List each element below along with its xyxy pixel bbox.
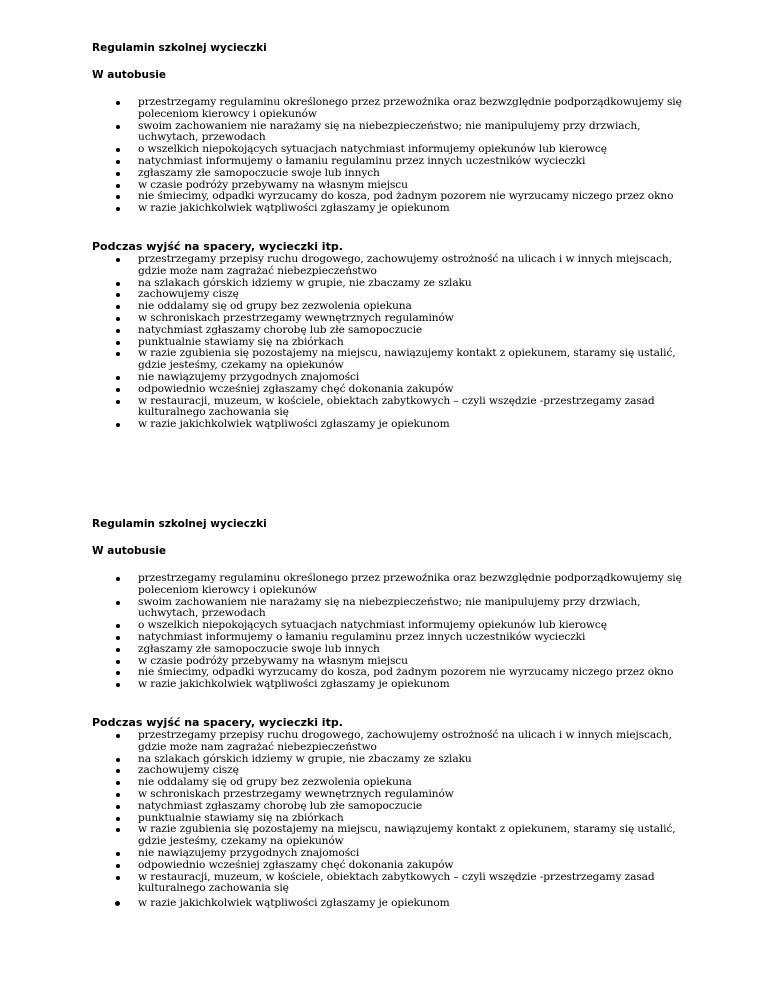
list-item: swoim zachowaniem nie narażamy się na niebezpieczeństwo; nie manipulujemy przy drzwiach, uchwytach, przewodach <box>92 121 688 145</box>
list-item: zgłaszamy złe samopoczucie swoje lub innych <box>92 644 688 656</box>
section-2-walk-list-block <box>92 730 692 910</box>
list-item: natychmiast informujemy o łamaniu regulaminu przez innych uczestników wycieczki <box>92 632 688 644</box>
list-item: na szlakach górskich idziemy w grupie, nie zbaczamy ze szlaku <box>92 754 688 766</box>
walk-heading: Podczas wyjść na spacery, wycieczki itp. <box>92 240 343 253</box>
bus-heading: W autobusie <box>92 69 166 81</box>
bullet-icon <box>116 388 120 392</box>
list-item: nie nawiązujemy przygodnych znajomości <box>92 848 688 860</box>
bus-rules-list <box>92 573 692 691</box>
list-item: punktualnie stawiamy się na zbiórkach <box>92 813 688 825</box>
bullet-icon <box>116 317 120 321</box>
bullet-icon <box>116 769 120 773</box>
list-item: przestrzegamy regulaminu określonego przez przewoźnika oraz bezwzględnie podporządkowujemy się poleceniom kierowcy i opiekunów <box>92 97 688 121</box>
list-item: zachowujemy ciszę <box>92 765 688 777</box>
bullet-icon <box>116 282 120 286</box>
bullet-icon <box>116 817 120 821</box>
bullet-icon <box>116 601 120 605</box>
list-item: zachowujemy ciszę <box>92 289 688 301</box>
list-item: w razie jakichkolwiek wątpliwości zgłaszamy je opiekunom <box>92 679 688 691</box>
section-2-bus-heading-block <box>92 545 692 558</box>
list-item: natychmiast informujemy o łamaniu regulaminu przez innych uczestników wycieczki <box>92 156 688 168</box>
bullet-icon <box>116 660 120 664</box>
list-item: w razie zgubienia się pozostajemy na miejscu, nawiązujemy kontakt z opiekunem, staramy się ustalić, gdzie jesteśmy, czekamy na opiekunów <box>92 348 688 372</box>
bullet-icon <box>116 423 120 427</box>
bullet-icon <box>116 305 120 309</box>
list-item: w razie jakichkolwiek wątpliwości zgłaszamy je opiekunom <box>92 419 688 431</box>
list-item: w czasie podróży przebywamy na własnym miejscu <box>92 180 688 192</box>
list-item: zgłaszamy złe samopoczucie swoje lub innych <box>92 168 688 180</box>
bullet-icon <box>116 400 120 404</box>
bullet-icon <box>116 341 120 345</box>
bullet-icon <box>116 184 120 188</box>
list-item: odpowiednio wcześniej zgłaszamy chęć dokonania zakupów <box>92 860 688 872</box>
list-item: nie śmiecimy, odpadki wyrzucamy do kosza, pod żadnym pozorem nie wyrzucamy niczego przez okno <box>92 191 688 203</box>
list-item: w razie jakichkolwiek wątpliwości zgłaszamy je opiekunom <box>92 898 688 910</box>
section-2-title-block <box>92 518 692 531</box>
bullet-icon <box>116 793 120 797</box>
bullet-icon <box>116 125 120 129</box>
list-item: przestrzegamy regulaminu określonego przez przewoźnika oraz bezwzględnie podporządkowujemy się poleceniom kierowcy i opiekunów <box>92 573 688 597</box>
list-item: w czasie podróży przebywamy na własnym miejscu <box>92 656 688 668</box>
bullet-icon <box>116 160 120 164</box>
bullet-icon <box>116 172 120 176</box>
list-item: w restauracji, muzeum, w kościele, obiektach zabytkowych – czyli wszędzie -przestrzegamy zasad kulturalnego zachowania się <box>92 872 688 896</box>
bullet-icon <box>116 805 120 809</box>
walk-rules-list <box>92 730 692 910</box>
list-item: nie nawiązujemy przygodnych znajomości <box>92 372 688 384</box>
bullet-icon <box>116 852 120 856</box>
bullet-icon <box>116 671 120 675</box>
bullet-icon <box>116 781 120 785</box>
list-item: natychmiast zgłaszamy chorobę lub złe samopoczucie <box>92 325 688 337</box>
section-2-walk-heading-block <box>92 716 692 730</box>
bullet-icon <box>116 577 120 581</box>
section-1-bus-list-block <box>92 97 692 215</box>
bullet-icon <box>116 148 120 152</box>
list-item: w razie jakichkolwiek wątpliwości zgłaszamy je opiekunom <box>92 203 688 215</box>
list-item: na szlakach górskich idziemy w grupie, nie zbaczamy ze szlaku <box>92 278 688 290</box>
bullet-icon <box>116 876 120 880</box>
list-item: przestrzegamy przepisy ruchu drogowego, zachowujemy ostrożność na ulicach i w innych miejscach, gdzie może nam zagrażać niebezpieczeństwo <box>92 730 688 754</box>
bus-heading: W autobusie <box>92 545 166 557</box>
list-item: o wszelkich niepokojących sytuacjach natychmiast informujemy opiekunów lub kierowcę <box>92 144 688 156</box>
section-1-walk-list-block <box>92 254 692 431</box>
bus-rules-list <box>92 97 692 215</box>
bullet-icon <box>116 101 120 105</box>
document-title: Regulamin szkolnej wycieczki <box>92 518 267 530</box>
list-item: natychmiast zgłaszamy chorobę lub złe samopoczucie <box>92 801 688 813</box>
bullet-icon <box>116 758 120 762</box>
bullet-icon <box>116 648 120 652</box>
walk-heading: Podczas wyjść na spacery, wycieczki itp. <box>92 716 343 729</box>
walk-rules-list <box>92 254 692 431</box>
section-1-title-block <box>92 42 692 55</box>
list-item: w restauracji, muzeum, w kościele, obiektach zabytkowych – czyli wszędzie -przestrzegamy zasad kulturalnego zachowania się <box>92 396 688 420</box>
bullet-icon <box>116 293 120 297</box>
bullet-icon <box>116 207 120 211</box>
bullet-icon <box>115 901 120 906</box>
bullet-icon <box>116 329 120 333</box>
list-item: nie śmiecimy, odpadki wyrzucamy do kosza, pod żadnym pozorem nie wyrzucamy niczego przez okno <box>92 667 688 679</box>
list-item: o wszelkich niepokojących sytuacjach natychmiast informujemy opiekunów lub kierowcę <box>92 620 688 632</box>
bullet-icon <box>116 734 120 738</box>
list-item: przestrzegamy przepisy ruchu drogowego, zachowujemy ostrożność na ulicach i w innych miejscach, gdzie może nam zagrażać niebezpieczeństwo <box>92 254 688 278</box>
bullet-icon <box>116 352 120 356</box>
list-item: punktualnie stawiamy się na zbiórkach <box>92 337 688 349</box>
bullet-icon <box>116 828 120 832</box>
bullet-icon <box>116 636 120 640</box>
bullet-icon <box>116 376 120 380</box>
bullet-icon <box>116 258 120 262</box>
section-1-walk-heading-block <box>92 240 692 254</box>
list-item: nie oddalamy się od grupy bez zezwolenia opiekuna <box>92 777 688 789</box>
list-item: w schroniskach przestrzegamy wewnętrznych regulaminów <box>92 313 688 325</box>
bullet-icon <box>116 195 120 199</box>
list-item: swoim zachowaniem nie narażamy się na niebezpieczeństwo; nie manipulujemy przy drzwiach, uchwytach, przewodach <box>92 597 688 621</box>
bullet-icon <box>116 864 120 868</box>
bullet-icon <box>116 624 120 628</box>
section-2-bus-list-block <box>92 573 692 691</box>
document-title: Regulamin szkolnej wycieczki <box>92 42 267 54</box>
section-1-bus-heading-block <box>92 69 692 82</box>
bullet-icon <box>116 683 120 687</box>
list-item: w schroniskach przestrzegamy wewnętrznych regulaminów <box>92 789 688 801</box>
list-item: nie oddalamy się od grupy bez zezwolenia opiekuna <box>92 301 688 313</box>
list-item: w razie zgubienia się pozostajemy na miejscu, nawiązujemy kontakt z opiekunem, staramy się ustalić, gdzie jesteśmy, czekamy na opiekunów <box>92 824 688 848</box>
list-item: odpowiednio wcześniej zgłaszamy chęć dokonania zakupów <box>92 384 688 396</box>
